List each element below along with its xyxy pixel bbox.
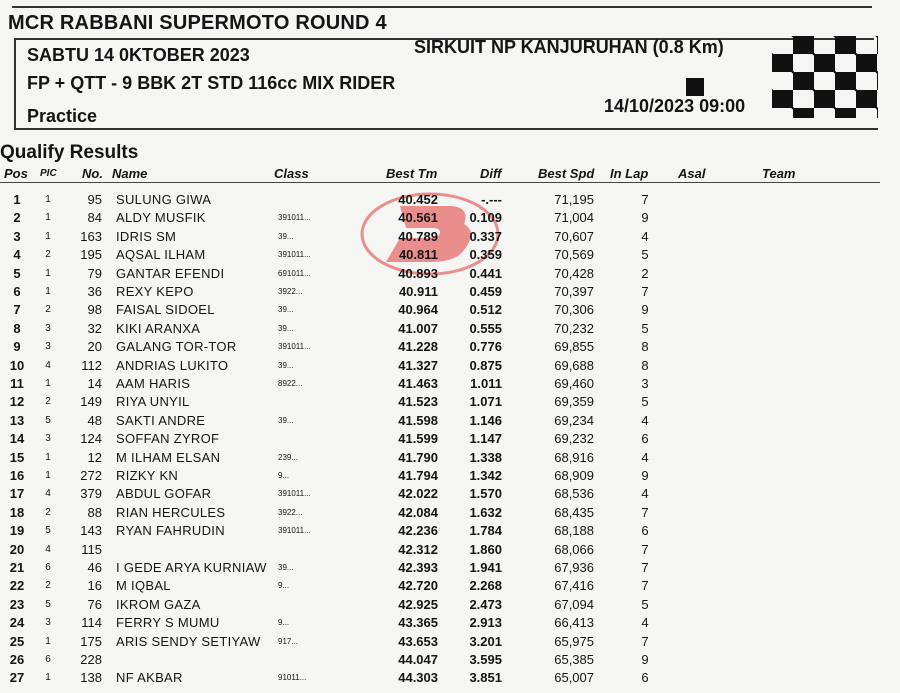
pos-cell: 8 (13, 320, 21, 336)
gap-cell: 0.512 (469, 302, 502, 318)
gap-cell: 0.359 (469, 247, 502, 263)
pos-cell: 23 (9, 596, 25, 612)
best-time: 41.523 (398, 394, 438, 410)
class-cell: 239... (278, 452, 299, 462)
table-row (0, 411, 900, 429)
number-cell: 88 (87, 504, 102, 520)
in-lap: 7 (641, 284, 649, 299)
session-datetime: 14/10/2023 09:00 (604, 96, 746, 116)
number-cell: 272 (80, 468, 102, 483)
number-cell: 98 (87, 302, 102, 318)
circuit-name: SIRKUIT NP KANJURUHAN (0.8 Km) (414, 37, 724, 57)
table-row (0, 429, 900, 447)
pic-cell: 1 (45, 194, 51, 205)
in-lap: 5 (641, 394, 649, 410)
in-lap: 7 (641, 633, 649, 649)
pos-cell: 6 (13, 284, 21, 299)
table-row (0, 558, 900, 576)
number-cell: 48 (87, 412, 102, 428)
number-cell: 95 (87, 192, 102, 207)
rider-name: RIYA UNYIL (116, 394, 190, 410)
pic-cell: 1 (45, 286, 51, 297)
pos-cell: 26 (9, 652, 25, 667)
best-speed: 68,536 (554, 486, 594, 502)
gap-cell: 0.441 (469, 265, 502, 281)
section-title: Qualify Results (0, 142, 139, 163)
number-cell: 175 (80, 633, 102, 649)
number-cell: 138 (80, 670, 102, 686)
best-speed: 65,385 (554, 652, 594, 667)
table-row (0, 300, 900, 318)
event-title: MCR RABBANI SUPERMOTO ROUND 4 (8, 12, 387, 34)
in-lap: 7 (641, 541, 649, 557)
rider-name: ABDUL GOFAR (116, 486, 212, 502)
gap-cell: 0.875 (469, 357, 502, 373)
pic-cell: 3 (45, 341, 51, 353)
pic-cell: 2 (45, 396, 51, 408)
rider-name: RIZKY KN (116, 468, 179, 483)
number-cell: 20 (87, 339, 102, 355)
race-class: FP + QTT - 9 BBK 2T STD 116cc MIX RIDER (27, 73, 396, 93)
col-pos: Pos (4, 166, 28, 181)
best-time: 42.720 (398, 578, 438, 594)
pic-cell: 2 (45, 304, 51, 316)
top-rule (12, 6, 872, 8)
in-lap: 4 (641, 615, 649, 631)
in-lap: 5 (641, 320, 649, 336)
pic-cell: 1 (45, 212, 51, 224)
table-header (0, 164, 900, 182)
best-time: 41.327 (398, 357, 438, 373)
best-speed: 70,232 (554, 320, 594, 336)
class-cell: 9... (278, 618, 290, 628)
pos-cell: 21 (9, 560, 25, 575)
in-lap: 4 (641, 449, 649, 465)
col-asal: Asal (678, 166, 706, 181)
class-cell: 39... (278, 323, 294, 333)
pic-cell: 3 (45, 322, 51, 334)
rider-name: M IQBAL (116, 578, 171, 594)
number-cell: 114 (81, 615, 102, 631)
pos-cell: 11 (10, 376, 24, 391)
best-time: 41.598 (398, 412, 438, 428)
in-lap: 9 (641, 302, 649, 318)
class-cell: 39... (278, 231, 294, 241)
pic-cell: 5 (45, 525, 51, 537)
best-speed: 69,688 (554, 357, 594, 373)
in-lap: 4 (641, 412, 649, 428)
rider-name: FERRY S MUMU (116, 615, 220, 631)
number-cell: 143 (80, 523, 102, 539)
number-cell: 228 (80, 652, 102, 667)
rider-name: ARIS SENDY SETIYAW (116, 633, 261, 649)
table-row (0, 466, 900, 484)
number-cell: 115 (81, 541, 102, 557)
gap-cell: 3.201 (469, 633, 502, 649)
pic-cell: 4 (45, 543, 51, 555)
best-speed: 70,428 (554, 265, 594, 281)
col-name: Name (112, 166, 148, 181)
rider-name: RIAN HERCULES (116, 504, 226, 520)
rider-name: ALDY MUSFIK (116, 210, 206, 226)
pic-cell: 5 (45, 414, 51, 426)
gap-cell: 3.595 (469, 652, 502, 667)
gap-cell: 0.776 (469, 339, 502, 355)
best-time: 42.084 (398, 504, 438, 520)
table-row (0, 392, 900, 410)
pos-cell: 20 (9, 541, 25, 557)
rider-name: SAKTI ANDRE (116, 412, 206, 428)
rider-name: ANDRIAS LUKITO (116, 357, 229, 373)
best-time: 44.303 (398, 670, 438, 686)
event-date: SABTU 14 0KTOBER 2023 (27, 45, 250, 65)
table-row (0, 245, 900, 263)
pos-cell: 15 (9, 449, 25, 465)
pic-cell: 2 (45, 580, 51, 592)
best-speed: 69,460 (554, 376, 594, 391)
rider-name: GANTAR EFENDI (116, 265, 225, 281)
table-row (0, 319, 900, 337)
number-cell: 16 (87, 578, 102, 594)
best-time: 40.789 (398, 228, 438, 244)
class-cell: 917... (278, 636, 299, 646)
pic-cell: 1 (45, 378, 51, 389)
pic-cell: 3 (45, 617, 51, 629)
best-speed: 69,232 (554, 431, 594, 447)
pos-cell: 19 (9, 523, 25, 539)
best-time: 40.811 (398, 247, 438, 263)
best-speed: 67,416 (554, 578, 594, 594)
pos-cell: 27 (9, 670, 25, 686)
pos-cell: 3 (13, 228, 21, 244)
number-cell: 195 (80, 247, 102, 263)
gap-cell: 1.342 (469, 468, 502, 483)
pic-cell: 4 (45, 488, 51, 500)
gap-cell: 1.147 (469, 431, 502, 447)
best-speed: 65,007 (554, 670, 594, 686)
best-time: 42.312 (398, 541, 438, 557)
pos-cell: 5 (13, 265, 21, 281)
best-speed: 69,359 (554, 394, 594, 410)
gap-cell: 1.146 (469, 412, 502, 428)
in-lap: 4 (641, 486, 649, 502)
gap-cell: 1.011 (470, 376, 502, 391)
header-rule (0, 182, 880, 183)
pic-cell: 6 (45, 562, 51, 573)
pos-cell: 22 (9, 578, 25, 594)
table-row (0, 190, 900, 208)
table-row (0, 503, 900, 521)
in-lap: 5 (641, 596, 649, 612)
best-speed: 71,004 (554, 210, 594, 226)
pos-cell: 17 (9, 486, 25, 502)
number-cell: 79 (87, 265, 102, 281)
table-row (0, 484, 900, 502)
pic-cell: 1 (45, 635, 51, 647)
class-cell: 391011... (278, 250, 311, 260)
table-row (0, 576, 900, 594)
number-cell: 149 (80, 394, 102, 410)
class-cell: 91011... (278, 673, 307, 683)
session-name: Practice (27, 106, 98, 126)
header-box-left (14, 38, 16, 130)
rider-name: SULUNG GIWA (116, 192, 212, 207)
number-cell: 46 (87, 560, 102, 575)
pos-cell: 1 (13, 192, 21, 207)
in-lap: 7 (641, 578, 649, 594)
number-cell: 32 (87, 320, 102, 336)
table-row (0, 264, 900, 282)
in-lap: 7 (641, 192, 649, 207)
best-speed: 68,188 (554, 523, 594, 539)
best-speed: 70,306 (554, 302, 594, 318)
col-best: Best Tm (386, 166, 438, 181)
rider-name: FAISAL SIDOEL (116, 302, 215, 318)
gap-cell: 1.570 (469, 486, 502, 502)
table-row (0, 374, 900, 392)
best-time: 43.365 (398, 615, 438, 631)
pic-cell: 2 (45, 506, 51, 518)
gap-cell: 3.851 (469, 670, 502, 686)
table-row (0, 208, 900, 226)
class-cell: 391011... (278, 526, 311, 536)
number-cell: 84 (87, 210, 102, 226)
table-row (0, 337, 900, 355)
pos-cell: 2 (13, 210, 21, 226)
rider-name: IKROM GAZA (116, 596, 201, 612)
col-spd: Best Spd (538, 166, 595, 181)
best-time: 41.228 (398, 339, 438, 355)
best-time: 42.022 (398, 486, 438, 502)
best-speed: 69,234 (554, 412, 594, 428)
class-cell: 8922... (278, 379, 303, 388)
pos-cell: 18 (9, 504, 25, 520)
pic-cell: 4 (45, 359, 51, 371)
pos-cell: 9 (13, 339, 21, 355)
gap-cell: 0.555 (469, 320, 502, 336)
in-lap: 9 (641, 210, 649, 226)
in-lap: 8 (641, 339, 649, 355)
best-time: 42.925 (398, 596, 438, 612)
pic-cell: 1 (45, 230, 51, 242)
number-cell: 76 (87, 596, 102, 612)
table-row (0, 521, 900, 539)
table-row (0, 227, 900, 245)
best-time: 41.007 (398, 320, 438, 336)
class-cell: 3922... (278, 507, 303, 517)
gap-cell: 1.784 (469, 523, 502, 539)
col-no: No. (82, 166, 103, 181)
best-speed: 71,195 (554, 192, 594, 207)
table-row (0, 632, 900, 650)
class-cell: 39... (278, 360, 294, 370)
table-row (0, 282, 900, 300)
col-pic: PIC (40, 168, 57, 179)
in-lap: 2 (641, 265, 649, 281)
pic-cell: 6 (45, 654, 51, 665)
pos-cell: 24 (9, 615, 25, 631)
number-cell: 379 (80, 486, 102, 502)
gap-cell: 0.337 (469, 228, 502, 244)
col-team: Team (762, 166, 796, 181)
pic-cell: 1 (45, 672, 51, 684)
pic-cell: 5 (45, 598, 51, 610)
rider-name: M ILHAM ELSAN (116, 449, 221, 465)
gap-cell: 1.632 (469, 504, 502, 520)
pos-cell: 12 (9, 394, 25, 410)
pos-cell: 14 (9, 431, 25, 447)
in-lap: 7 (641, 560, 649, 575)
in-lap: 3 (641, 376, 649, 391)
best-speed: 68,916 (554, 449, 594, 465)
pic-cell: 2 (45, 249, 51, 261)
in-lap: 4 (641, 228, 649, 244)
best-speed: 69,855 (554, 339, 594, 355)
class-cell: 391011... (278, 342, 311, 352)
pos-cell: 16 (9, 468, 25, 483)
best-speed: 70,607 (554, 228, 594, 244)
gap-cell: 0.459 (469, 284, 502, 299)
table-row (0, 448, 900, 466)
class-cell: 391011... (278, 213, 311, 223)
number-cell: 12 (87, 449, 102, 465)
gap-cell: 2.268 (469, 578, 502, 594)
rider-name: AAM HARIS (116, 376, 191, 391)
table-row (0, 668, 900, 686)
pos-cell: 25 (9, 633, 25, 649)
rider-name: SOFFAN ZYROF (116, 431, 220, 447)
best-speed: 66,413 (554, 615, 594, 631)
rider-name: IDRIS SM (116, 228, 177, 244)
best-time: 43.653 (398, 633, 438, 649)
best-time: 40.452 (398, 192, 438, 207)
in-lap: 6 (641, 523, 649, 539)
best-speed: 67,094 (554, 596, 594, 612)
best-speed: 68,066 (554, 541, 594, 557)
table-row (0, 613, 900, 631)
class-cell: 39... (278, 563, 294, 572)
best-time: 40.893 (398, 265, 438, 281)
gap-cell: 2.913 (469, 615, 502, 631)
rider-name: NF AKBAR (116, 670, 183, 686)
gap-cell: 1.338 (469, 449, 502, 465)
class-cell: 39... (278, 305, 294, 315)
in-lap: 9 (641, 652, 649, 667)
gap-cell: 1.071 (469, 394, 502, 410)
class-cell: 39... (278, 415, 294, 425)
best-time: 41.463 (398, 376, 438, 391)
pic-cell: 3 (45, 433, 51, 445)
best-time: 40.964 (398, 302, 438, 318)
checker-square-icon (686, 78, 704, 96)
col-diff: Diff (480, 166, 502, 181)
pos-cell: 13 (9, 412, 25, 428)
best-time: 40.911 (398, 284, 438, 299)
rider-name: KIKI ARANXA (116, 320, 201, 336)
best-time: 42.236 (398, 523, 438, 539)
gap-cell: -.--- (481, 192, 502, 207)
best-time: 41.794 (398, 468, 438, 483)
best-speed: 65,975 (554, 633, 594, 649)
gap-cell: 2.473 (469, 596, 502, 612)
table-row (0, 650, 900, 668)
number-cell: 14 (87, 376, 102, 391)
pos-cell: 10 (9, 357, 25, 373)
in-lap: 6 (641, 431, 649, 447)
col-class: Class (274, 166, 309, 181)
pic-cell: 1 (45, 470, 51, 481)
in-lap: 6 (641, 670, 649, 686)
class-cell: 3922... (278, 287, 303, 296)
best-time: 41.599 (398, 431, 438, 447)
in-lap: 5 (641, 247, 649, 263)
best-speed: 70,569 (554, 247, 594, 263)
gap-cell: 1.860 (469, 541, 502, 557)
pos-cell: 7 (13, 302, 21, 318)
number-cell: 124 (80, 431, 102, 447)
pic-cell: 1 (45, 267, 51, 279)
pos-cell: 4 (13, 247, 21, 263)
best-time: 40.561 (398, 210, 438, 226)
number-cell: 112 (81, 357, 102, 373)
in-lap: 8 (641, 357, 649, 373)
in-lap: 7 (641, 504, 649, 520)
best-speed: 68,909 (554, 468, 594, 483)
rider-name: RYAN FAHRUDIN (116, 523, 225, 539)
gap-cell: 0.109 (469, 210, 502, 226)
col-lap: In Lap (610, 166, 649, 181)
rider-name: REXY KEPO (116, 284, 194, 299)
rider-name: GALANG TOR-TOR (116, 339, 237, 355)
rider-name: I GEDE ARYA KURNIAW (116, 560, 267, 575)
best-speed: 67,936 (554, 560, 594, 575)
class-cell: 391011... (278, 489, 311, 499)
best-speed: 68,435 (554, 504, 594, 520)
checkered-flag-icon (772, 36, 878, 118)
gap-cell: 1.941 (469, 560, 502, 575)
rider-name: AQSAL ILHAM (116, 247, 206, 263)
best-time: 41.790 (398, 449, 438, 465)
in-lap: 9 (641, 468, 649, 483)
best-time: 42.393 (398, 560, 438, 575)
table-row (0, 540, 900, 558)
table-row (0, 595, 900, 613)
pic-cell: 1 (45, 451, 51, 463)
best-speed: 70,397 (554, 284, 594, 299)
class-cell: 9... (278, 471, 290, 480)
number-cell: 163 (80, 228, 102, 244)
number-cell: 36 (87, 284, 102, 299)
best-time: 44.047 (398, 652, 438, 667)
header-box-bottom (14, 128, 878, 130)
class-cell: 9... (278, 581, 290, 591)
class-cell: 691011... (278, 268, 311, 278)
table-row (0, 356, 900, 374)
